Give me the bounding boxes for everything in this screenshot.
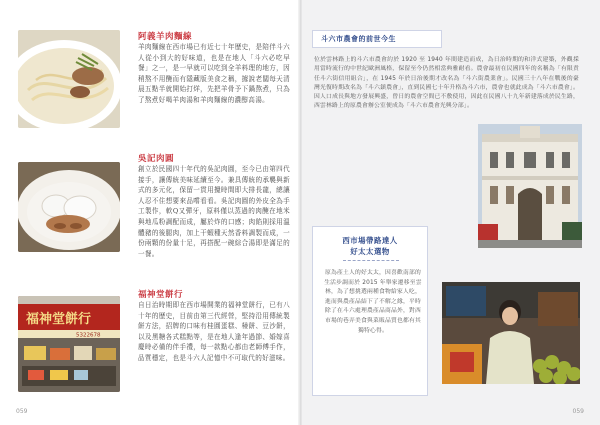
section-heading xyxy=(313,235,427,257)
bakery-photo xyxy=(18,296,120,392)
entry-title: 福神堂餅行 xyxy=(138,290,184,300)
section-heading-box xyxy=(312,30,442,48)
entry-title: 吳記肉圓 xyxy=(138,154,175,164)
meatball-photo xyxy=(18,162,120,252)
lamb-noodle-illustration xyxy=(18,30,120,128)
section-heading-line2: 好太太選物 xyxy=(350,247,390,256)
shop-phone-text: 5322678 xyxy=(76,332,101,339)
section-heading-line1: 西市場帶路達人 xyxy=(342,236,398,245)
divider xyxy=(343,260,399,261)
entry-wu-meatball xyxy=(18,152,290,292)
section-body: 位於雲林路上的斗六市農會約於 1920 至 1940 年間建造而成，為日治時期的和洋式建築，外觀採用當時流行的中世紀歐洲風格，保留至今仍然相當典雅耐看。農會最初在民國四年的名稱為「有限責任斗六街信用組合」，在 1945 年於日治後期才改名為「斗六街農業會」。民國三十八年在戰後的臺灣光復時期改名為「斗六鎮農會」，直到民國七十年升格為斗六市，農會也就此成為「斗六市農會」。因人口成長與地方發展興盛，曾日的農會空間已不敷使用，因此在民國八十九年新建落成於民生路，西雲林路上的原農會辦公室便成為「斗六市農會光興分部」。 xyxy=(314,57,579,110)
section-body: 原為產土人的好太太，因喜歡南部的生活步調而於 2015 年舉家遷移至雲林，為了想挑選兩種食物給家人吃，進而與農產品結下了不解之緣，平時除了在斗六處理農產品商品外，對西市場的巷弄美食與菜販品質也都有其獨特心得。 xyxy=(324,270,422,334)
entry-title: 阿義羊肉麵線 xyxy=(138,32,193,42)
western-market-guide-section xyxy=(312,226,428,396)
page-number-left: 059 xyxy=(16,408,28,415)
entry-fushentang-bakery xyxy=(18,288,290,408)
entry-body: 羊肉麵線在西市場已有近七十年歷史，是陪伴斗六人從小到大的好味道，也是在地人「斗六必吃早餐」之一，是一早就可以吃到全羊料理的地方，因稍熬不用醃而有隱藏版美食之稱，據說老闆每天清晨五點半就開始打烊，先把羊骨予下鍋熬煮，只為了熬煮好喝羊肉湯和羊肉麵線的濃醇高湯。 xyxy=(138,43,290,104)
entry-lamb-noodles xyxy=(18,30,290,140)
page-number-right: 059 xyxy=(572,408,584,415)
market-illustration xyxy=(442,282,580,384)
bakery-illustration xyxy=(18,296,120,392)
lamb-noodle-photo xyxy=(18,30,120,128)
section-heading: 斗六市農會的前世今生 xyxy=(321,35,396,43)
entry-body: 創立於民國四十年代的吳記肉圓，至今已由第四代接手，讓傳統美味延續至今。兼具傳統的承襲與新式的多元化，保留一貫用攪時間即大排長龍，總讓人忍不住想要來品嚐看看。吳記肉圓的外皮全為手工製作，軟Q又彈牙，原料僅以蒸過的肉醃在地米與地瓜粉調配而成，屬於炸的口感；肉餡則採用溫體豬的後腿肉，加上干蝦種天然香料調製而成，一份兩顆的份量十足，再搭配一碗綜合湯即是滿足的一餐。 xyxy=(138,165,290,258)
meatball-illustration xyxy=(18,162,120,252)
farmers-association-building-photo xyxy=(478,124,582,248)
shop-sign-text: 福神堂餅行 xyxy=(26,312,92,327)
market-vendor-photo xyxy=(442,282,580,384)
building-illustration xyxy=(478,124,582,248)
entry-body: 自日治時期即在西市場開業的福神堂餅行，已有八十年的歷史，目前由第三代經營，堅持沿用傳統製餅方法，招牌的口味有桂圓蛋糕、椪餅、豆沙餅，以及黑糖各式糕點等，是在地人逢年過節、婚嫁喜慶時必備的伴手禮，每一款點心都由老師傅手作，品質穩定，也是斗六人記憶中不可取代的好滋味。 xyxy=(138,301,290,362)
page-gutter xyxy=(298,0,302,425)
